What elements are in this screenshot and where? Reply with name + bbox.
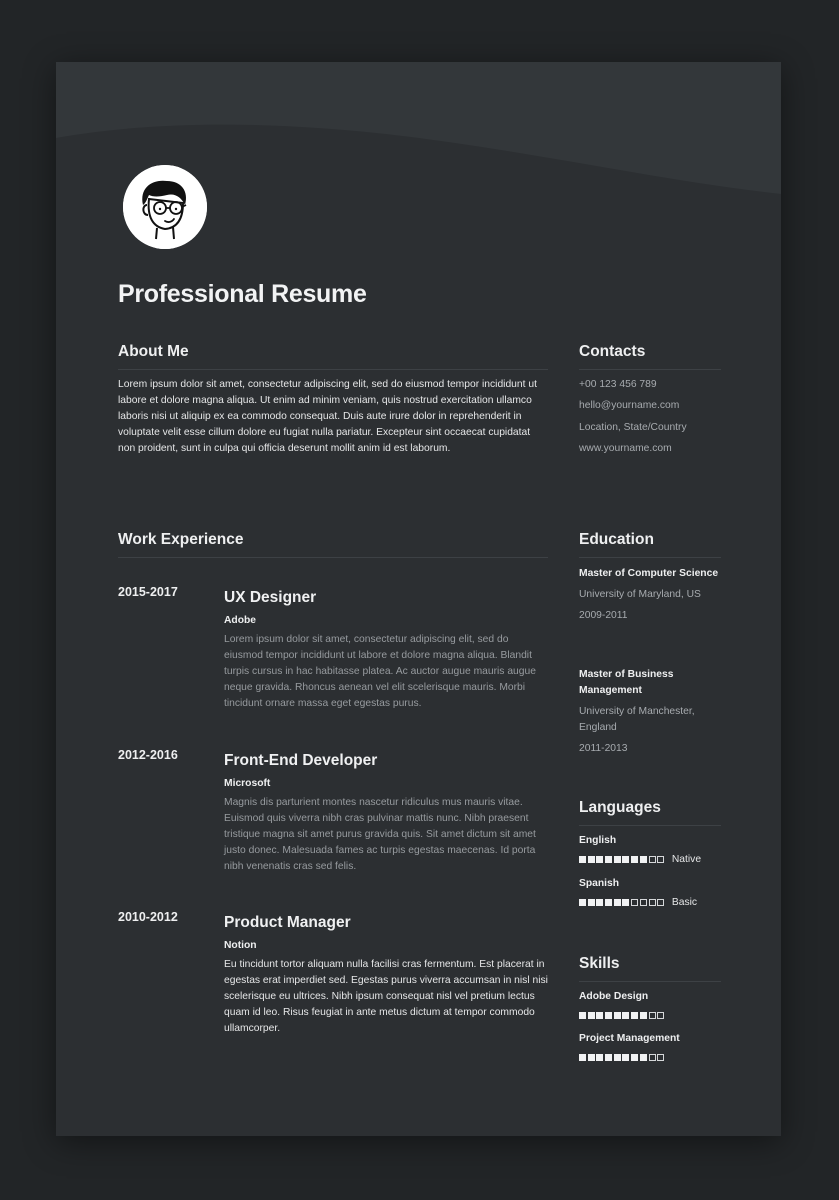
rating-square-empty <box>657 1054 664 1061</box>
page-title: Professional Resume <box>118 280 367 308</box>
rating-square-filled <box>640 856 647 863</box>
education-years: 2009-2011 <box>579 610 628 621</box>
languages-heading: Languages <box>579 799 721 826</box>
language-item <box>579 878 729 908</box>
avatar-illustration-icon <box>123 165 207 249</box>
rating-square-empty <box>631 899 638 906</box>
rating-square-filled <box>622 899 629 906</box>
rating-square-filled <box>622 1012 629 1019</box>
education-school: University of Maryland, US <box>579 589 701 600</box>
contact-website: www.yourname.com <box>579 443 672 455</box>
contact-phone: +00 123 456 789 <box>579 379 657 390</box>
rating-square-empty <box>640 899 647 906</box>
education-degree: Master of Business Management <box>579 669 674 696</box>
rating-square-empty <box>657 1012 664 1019</box>
rating-square-filled <box>622 1054 629 1061</box>
rating-square-filled <box>614 1054 621 1061</box>
skill-item <box>579 991 729 1021</box>
rating-square-filled <box>631 1012 638 1019</box>
job-years: 2010-2012 <box>118 910 178 924</box>
rating-square-filled <box>614 856 621 863</box>
job-years: 2015-2017 <box>118 585 178 599</box>
job-title: Product Manager <box>224 914 351 931</box>
education-years: 2011-2013 <box>579 743 628 754</box>
rating-square-filled <box>596 1054 603 1061</box>
education-heading: Education <box>579 531 721 558</box>
job-title: UX Designer <box>224 589 317 606</box>
rating-square-filled <box>596 1012 603 1019</box>
rating-square-filled <box>579 856 586 863</box>
work-heading: Work Experience <box>118 531 548 558</box>
job-description: Eu tincidunt tortor aliquam nulla facilisi cras fermentum. Est placerat in egestas erat imperdiet sed. Egestas purus viverra accumsan in nisl nisi scelerisque eu ultrices. Nibh ipsum consequat nisl vel pretium lectus quam id leo. Risus feugiat in ante metus dictum at tempor commodo ullamcorper. <box>224 959 548 1034</box>
rating-square-filled <box>588 856 595 863</box>
rating-square-filled <box>614 1012 621 1019</box>
rating-square-filled <box>614 899 621 906</box>
language-name: English <box>579 835 617 846</box>
rating-square-empty <box>657 899 664 906</box>
education-school: University of Manchester, England <box>579 706 695 733</box>
rating-square-filled <box>640 1012 647 1019</box>
rating-square-empty <box>657 856 664 863</box>
skill-name: Project Management <box>579 1033 680 1044</box>
resume-page <box>56 62 781 1136</box>
rating-square-empty <box>649 1054 656 1061</box>
about-heading: About Me <box>118 343 548 370</box>
rating-square-filled <box>588 1054 595 1061</box>
rating-square-filled <box>588 899 595 906</box>
contact-list <box>579 377 729 463</box>
rating-square-filled <box>605 1054 612 1061</box>
language-rating <box>579 853 729 865</box>
job-years: 2012-2016 <box>118 748 178 762</box>
contacts-heading: Contacts <box>579 343 721 370</box>
rating-square-filled <box>605 1012 612 1019</box>
language-name: Spanish <box>579 878 620 889</box>
job-description: Lorem ipsum dolor sit amet, consectetur adipiscing elit, sed do eiusmod tempor incididunt ut labore et dolore magna aliqua. Blandit turpis cursus in hac habitasse platea. Ac auctor augue mauris augue neque gravida. Rhoncus aenean vel elit scelerisque mauris. Morbi tincidunt ornare massa eget egestas purus. <box>224 634 536 709</box>
avatar <box>123 165 207 249</box>
rating-square-filled <box>605 856 612 863</box>
job-description: Magnis dis parturient montes nascetur ridiculus mus mauris vitae. Euismod quis viverra nibh cras pulvinar mattis nunc. Nibh praesent tristique magna sit amet purus gravida quis. Sit amet dictum sit amet justo donec. Malesuada fames ac turpis egestas maecenas. Id porta nibh venenatis cras sed felis. <box>224 797 536 872</box>
rating-square-filled <box>631 856 638 863</box>
rating-square-filled <box>640 1054 647 1061</box>
contact-email: hello@yourname.com <box>579 400 680 412</box>
contact-location: Location, State/Country <box>579 421 687 433</box>
rating-square-filled <box>579 1054 586 1061</box>
job-title: Front-End Developer <box>224 752 378 769</box>
rating-square-filled <box>631 1054 638 1061</box>
rating-square-empty <box>649 899 656 906</box>
skills-heading: Skills <box>579 955 721 982</box>
language-level-label: Basic <box>671 896 698 908</box>
job-company: Microsoft <box>224 778 271 789</box>
language-rating <box>579 896 729 908</box>
about-text: Lorem ipsum dolor sit amet, consectetur adipiscing elit, sed do eiusmod tempor incididunt ut labore et dolore magna aliqua. Ut enim ad minim veniam, quis nostrud exercitation ullamco laboris nisi ut aliquip ex ea commodo consequat. Duis aute irure dolor in reprehenderit in voluptate velit esse cillum dolore eu fugiat nulla pariatur. Excepteur sint occaecat cupidatat non proident, sunt in culpa qui officia deserunt mollit anim id est laborum. <box>118 379 537 454</box>
rating-square-empty <box>649 1012 656 1019</box>
rating-square-filled <box>622 856 629 863</box>
job-company: Notion <box>224 940 257 951</box>
education-item <box>579 566 729 629</box>
rating-square-filled <box>579 899 586 906</box>
education-item <box>579 667 729 762</box>
rating-square-filled <box>596 856 603 863</box>
rating-square-filled <box>596 899 603 906</box>
skill-item <box>579 1033 729 1063</box>
language-level-label: Native <box>671 853 702 865</box>
education-degree: Master of Computer Science <box>579 568 719 579</box>
rating-square-filled <box>605 899 612 906</box>
skill-rating <box>579 1009 729 1021</box>
language-item <box>579 835 729 865</box>
rating-square-filled <box>588 1012 595 1019</box>
rating-square-empty <box>649 856 656 863</box>
skill-rating <box>579 1051 729 1063</box>
skill-name: Adobe Design <box>579 991 649 1002</box>
job-company: Adobe <box>224 615 257 626</box>
rating-square-filled <box>579 1012 586 1019</box>
